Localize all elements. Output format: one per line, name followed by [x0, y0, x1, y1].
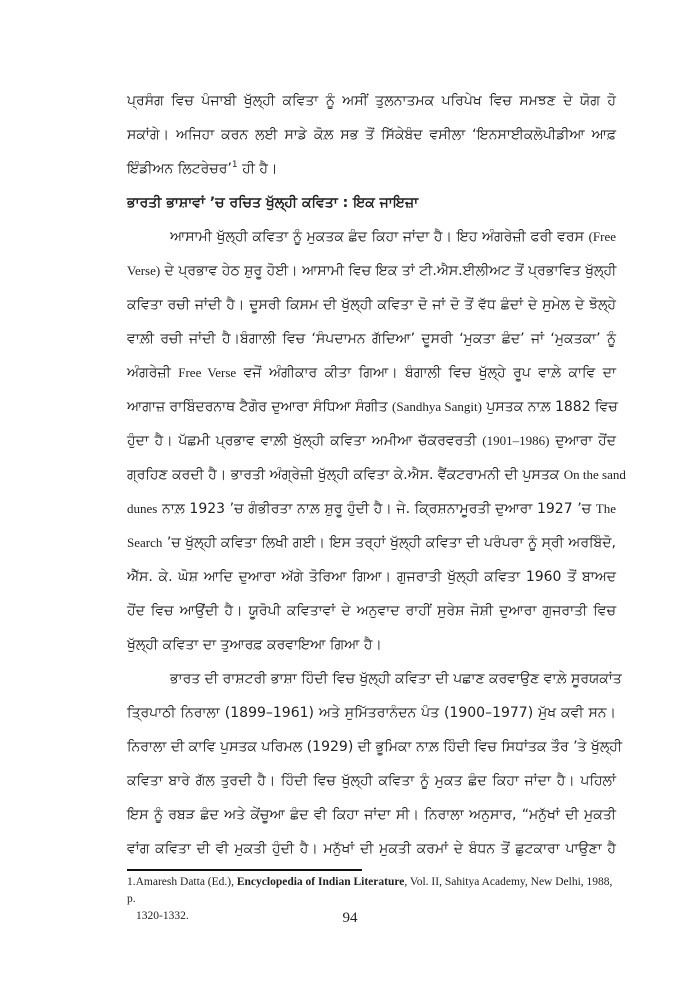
body-text: [127, 84, 626, 866]
paragraph-1-line: ਆਗਾਜ਼ ਰਾਬਿੰਦਰਨਾਥ ਟੈਗੋਰ ਦੁਆਰਾ ਸੰਧਿਆ ਸੰਗੀਤ (Sandhya Sangit) ਪੁਸਤਕ ਨਾਲ਼ 1882 ਵਿਚ: [127, 399, 618, 415]
paragraph-2-line: ਭਾਰਤ ਦੀ ਰਾਸ਼ਟਰੀ ਭਾਸ਼ਾ ਹਿੰਦੀ ਵਿਚ ਖੁੱਲ੍ਹੀ ਕਵਿਤਾ ਦੀ ਪਛਾਣ ਕਰਵਾਉਣ ਵਾਲ਼ੇ ਸੂਰਯਕਾਂਤ: [170, 671, 622, 687]
text-line: ਸਕਾਂਗੇ। ਅਜਿਹਾ ਕਰਨ ਲਈ ਸਾਡੇ ਕੋਲ਼ ਸਭ ਤੋਂ ਸਿੱਕੇਬੰਦ ਵਸੀਲਾ ‘ਇਨਸਾਈਕਲੋਪੀਡੀਆ ਆਫ਼: [127, 127, 616, 143]
paragraph-2-line: ਵਾਂਗ ਕਵਿਤਾ ਦੀ ਵੀ ਮੁਕਤੀ ਹੁੰਦੀ ਹੈ। ਮਨੁੱਖਾਂ ਦੀ ਮੁਕਤੀ ਕਰਮਾਂ ਦੇ ਬੰਧਨ ਤੋਂ ਛੁਟਕਾਰਾ ਪਾਉਣਾ ਹੈ: [127, 841, 616, 857]
paragraph-1-line: Search ’ਚ ਖੁੱਲ੍ਹੀ ਕਵਿਤਾ ਲਿਖੀ ਗਈ। ਇਸ ਤਰ੍ਹਾਂ ਖੁੱਲ੍ਹੀ ਕਵਿਤਾ ਦੀ ਪਰੰਪਰਾ ਨੂੰ ਸ੍ਰੀ ਅਰਬਿੰਦੋ,: [127, 535, 616, 551]
sentence-end: ਹੀ ਹੈ।: [242, 161, 278, 177]
footnote-number: 1.: [127, 876, 136, 888]
paragraph-1-line: Verse) ਦੇ ਪ੍ਰਭਾਵ ਹੇਠ ਸ਼ੁਰੂ ਹੋਈ। ਆਸਾਮੀ ਵਿਚ ਇਕ ਤਾਂ ਟੀ.ਐਸ.ਈਲੀਅਟ ਤੋਂ ਪ੍ਰਭਾਵਿਤ ਖੁੱਲ੍ਹੀ: [127, 263, 617, 279]
footnote-reference[interactable]: 1: [231, 160, 238, 170]
encyclopedia-title-end: ਇੰਡੀਅਨ ਲਿਟਰੇਚਰ’: [127, 161, 232, 177]
footnote-divider: [127, 869, 362, 871]
footnote-pages: 1320-1332.: [136, 910, 189, 922]
footnote-author: Amaresh Datta (Ed.),: [135, 876, 237, 888]
text-line: [127, 152, 616, 186]
paragraph-1-line: ਹੁੰਦਾ ਹੈ। ਪੱਛਮੀ ਪ੍ਰਭਾਵ ਵਾਲ਼ੀ ਖੁੱਲ੍ਹੀ ਕਵਿਤਾ ਅਮੀਆ ਚੱਕਰਵਰਤੀ (1901–1986) ਦੁਆਰਾ ਹੋਂਦ: [127, 433, 616, 449]
paragraph-1-line: ਐੱਸ. ਕੇ. ਘੋਸ਼ ਆਦਿ ਦੁਆਰਾ ਅੱਗੇ ਤੋਰਿਆ ਗਿਆ। ਗੁਜਰਾਤੀ ਖੁੱਲ੍ਹੀ ਕਵਿਤਾ 1960 ਤੋਂ ਬਾਅਦ: [127, 569, 616, 585]
paragraph-1-line: ਵਾਲ਼ੀ ਰਚੀ ਜਾਂਦੀ ਹੈ।ਬੰਗਾਲੀ ਵਿਚ ‘ਸੰਪਦਾਮਨ ਗੱਦਿਆ’ ਦੂਸਰੀ ‘ਮੁਕਤਾ ਛੰਦ’ ਜਾਂ ‘ਮੁਕਤਕਾ’ ਨੂੰ: [127, 331, 616, 347]
text-line: ਪ੍ਰਸੰਗ ਵਿਚ ਪੰਜਾਬੀ ਖੁੱਲ੍ਹੀ ਕਵਿਤਾ ਨੂੰ ਅਸੀਂ ਤੁਲਨਾਤਮਕ ਪਰਿਪੇਖ ਵਿਚ ਸਮਝਣ ਦੇ ਯੋਗ ਹੋ: [127, 93, 616, 109]
section-heading: ਭਾਰਤੀ ਭਾਸ਼ਾਵਾਂ ’ਚ ਰਚਿਤ ਖੁੱਲ੍ਹੀ ਕਵਿਤਾ : ਇਕ ਜਾਇਜ਼ਾ: [127, 195, 419, 211]
paragraph-2-line: ਇਸ ਨੂੰ ਰਬੜ ਛੰਦ ਅਤੇ ਕੇਂਚੂਆ ਛੰਦ ਵੀ ਕਿਹਾ ਜਾਂਦਾ ਸੀ। ਨਿਰਾਲਾ ਅਨੁਸਾਰ, “ਮਨੁੱਖਾਂ ਦੀ ਮੁਕਤੀ: [127, 807, 616, 823]
paragraph-2-line: ਤ੍ਰਿਪਾਠੀ ਨਿਰਾਲਾ (1899–1961) ਅਤੇ ਸੁਮਿੱਤਰਾਨੰਦਨ ਪੰਤ (1900–1977) ਮੁੱਖ ਕਵੀ ਸਨ।: [127, 705, 616, 721]
paragraph-1-line: ਕਵਿਤਾ ਰਚੀ ਜਾਂਦੀ ਹੈ। ਦੂਸਰੀ ਕਿਸਮ ਦੀ ਖੁੱਲ੍ਹੀ ਕਵਿਤਾ ਦੋ ਜਾਂ ਦੋ ਤੋਂ ਵੱਧ ਛੰਦਾਂ ਦੇ ਸੁਮੇਲ ਦੇ ਝੋਲ੍ਹੇ: [127, 297, 616, 313]
paragraph-2-line: ਨਿਰਾਲਾ ਦੀ ਕਾਵਿ ਪੁਸਤਕ ਪਰਿਮਲ (1929) ਦੀ ਭੂਮਿਕਾ ਨਾਲ਼ ਹਿੰਦੀ ਵਿਚ ਸਿਧਾਂਤਕ ਤੌਰ ’ਤੇ ਖੁੱਲ੍ਹੀ: [127, 739, 623, 755]
footnote-details: , Vol. II, Sahitya Academy, New Delhi, 1988, p.: [127, 876, 613, 905]
paragraph-1-line: ਗ੍ਰਹਿਣ ਕਰਦੀ ਹੈ। ਭਾਰਤੀ ਅੰਗ੍ਰੇਜ਼ੀ ਖੁੱਲ੍ਹੀ ਕਵਿਤਾ ਕੇ.ਐਸ. ਵੈਂਕਟਰਾਮਨੀ ਦੀ ਪੁਸਤਕ On the sand: [127, 467, 626, 483]
page-number: 94: [342, 910, 358, 926]
paragraph-1-line: ਆਸਾਮੀ ਖੁੱਲ੍ਹੀ ਕਵਿਤਾ ਨੂੰ ਮੁਕਤਕ ਛੰਦ ਕਿਹਾ ਜਾਂਦਾ ਹੈ। ਇਹ ਅੰਗਰੇਜ਼ੀ ਫਰੀ ਵਰਸ (Free: [170, 229, 616, 245]
paragraph-1-line: ਹੋਂਦ ਵਿਚ ਆਉਂਦੀ ਹੈ। ਯੂਰੋਪੀ ਕਵਿਤਾਵਾਂ ਦੇ ਅਨੁਵਾਦ ਰਾਹੀਂ ਸੁਰੇਸ਼ ਜੋਸ਼ੀ ਦੁਆਰਾ ਗੁਜਰਾਤੀ ਵਿਚ: [127, 603, 616, 619]
paragraph-1-line: ਅੰਗਰੇਜ਼ੀ Free Verse ਵਜੋਂ ਅੰਗੀਕਾਰ ਕੀਤਾ ਗਿਆ। ਬੰਗਾਲੀ ਵਿਚ ਖੁੱਲ੍ਹੇ ਰੂਪ ਵਾਲ਼ੇ ਕਾਵਿ ਦਾ: [127, 365, 616, 381]
footnote-book-title: Encyclopedia of Indian Literature: [236, 876, 405, 888]
paragraph-1-line: dunes ਨਾਲ਼ 1923 ’ਚ ਗੰਭੀਰਤਾ ਨਾਲ਼ ਸ਼ੁਰੂ ਹੁੰਦੀ ਹੈ। ਜੇ. ਕ੍ਰਿਸ਼ਨਾਮੂਰਤੀ ਦੁਆਰਾ 1927 ’ਚ The: [127, 501, 616, 517]
paragraph-2-line: ਕਵਿਤਾ ਬਾਰੇ ਗੱਲ ਤੁਰਦੀ ਹੈ। ਹਿੰਦੀ ਵਿਚ ਖੁੱਲ੍ਹੀ ਕਵਿਤਾ ਨੂੰ ਮੁਕਤ ਛੰਦ ਕਿਹਾ ਜਾਂਦਾ ਹੈ। ਪਹਿਲਾਂ: [127, 773, 616, 789]
paragraph-1-line: ਖੁੱਲ੍ਹੀ ਕਵਿਤਾ ਦਾ ਤੁਆਰਫ਼ ਕਰਵਾਇਆ ਗਿਆ ਹੈ।: [127, 637, 382, 653]
